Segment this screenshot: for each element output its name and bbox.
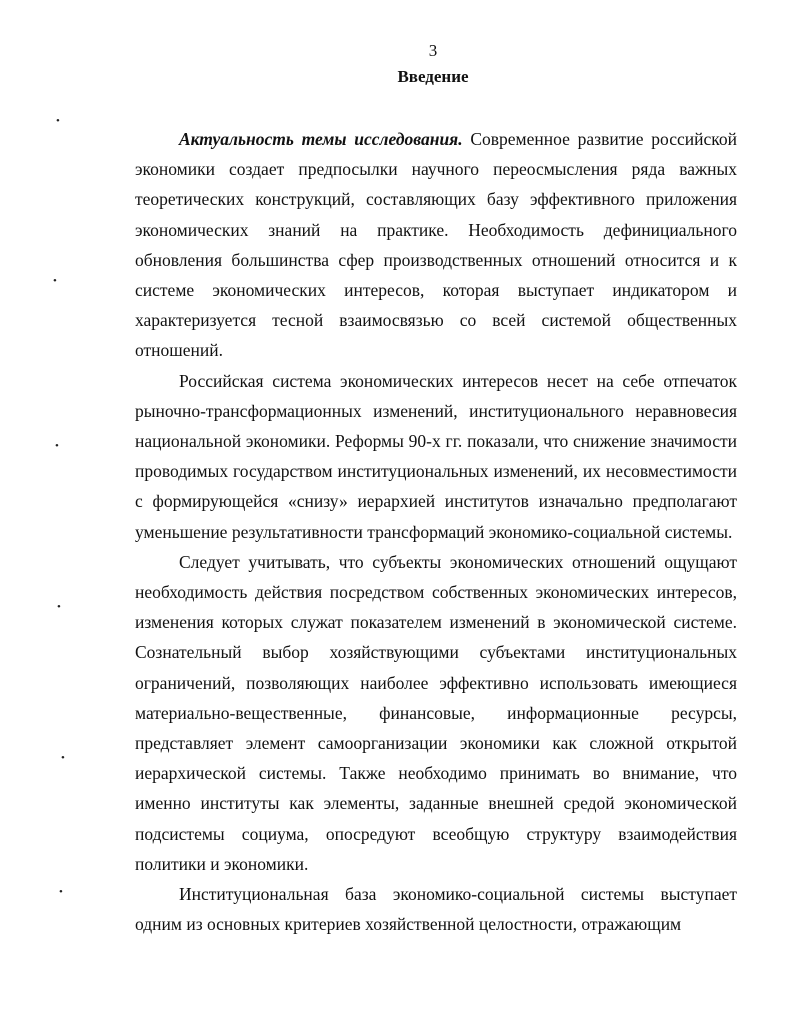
margin-mark: • [57,601,61,613]
margin-mark: • [53,275,57,287]
paragraph-text: Следует учитывать, что субъекты экономических отношений ощущают необходимость действия посредством собственных экономических интересов, изменения которых служат показателем изменений в экономической системе. Сознательный выбор хозяйствующими субъектами институциональных ограничений, позволяющих наиболее эффективно использовать имеющиеся материально-вещественные, финансовые, информационные ресурсы, представляет элемент самоорганизации экономики как сложной открытой иерархической системы. Также необходимо принимать во внимание, что именно институты как элементы, заданные внешней средой экономической подсистемы социума, опосредуют всеобщую структуру взаимодействия политики и экономики. [135,551,737,874]
paragraph-text: Современное развитие российской экономики создает предпосылки научного переосмысления ряда важных теоретических конструкций, составляющих базу эффективного приложения экономических знаний на практике. Необходимость дефинициального обновления большинства сфер производственных отношений относится и к системе экономических интересов, которая выступает индикатором и характеризуется тесной взаимосвязью со всей системой общественных отношений. [135,129,737,361]
paragraph-economic-subjects [135,547,737,879]
paragraph-text: Российская система экономических интересов несет на себе отпечаток рыночно-трансформационных изменений, институционального неравновесия национальной экономики. Реформы 90-х гг. показали, что снижение значимости проводимых государством институциональных изменений, их несовместимости с формирующейся «снизу» иерархией институтов изначально предполагают уменьшение результативности трансформаций экономико-социальной системы. [135,370,737,542]
margin-mark: • [55,440,59,452]
section-title: Введение [397,67,469,86]
margin-mark: • [59,886,63,898]
body-text [135,124,737,939]
paragraph-russian-system [135,366,737,547]
paragraph-institutional-base [135,879,737,939]
margin-mark: • [56,115,60,127]
paragraph-text: Институциональная база экономико-социальной системы выступает одним из основных критериев хозяйственной целостности, отражающим [135,884,737,935]
paragraph-relevance [135,124,737,366]
margin-mark: • [61,752,65,764]
page-number: 3 [428,41,438,60]
paragraph-lead: Актуальность темы исследования. [179,129,463,149]
